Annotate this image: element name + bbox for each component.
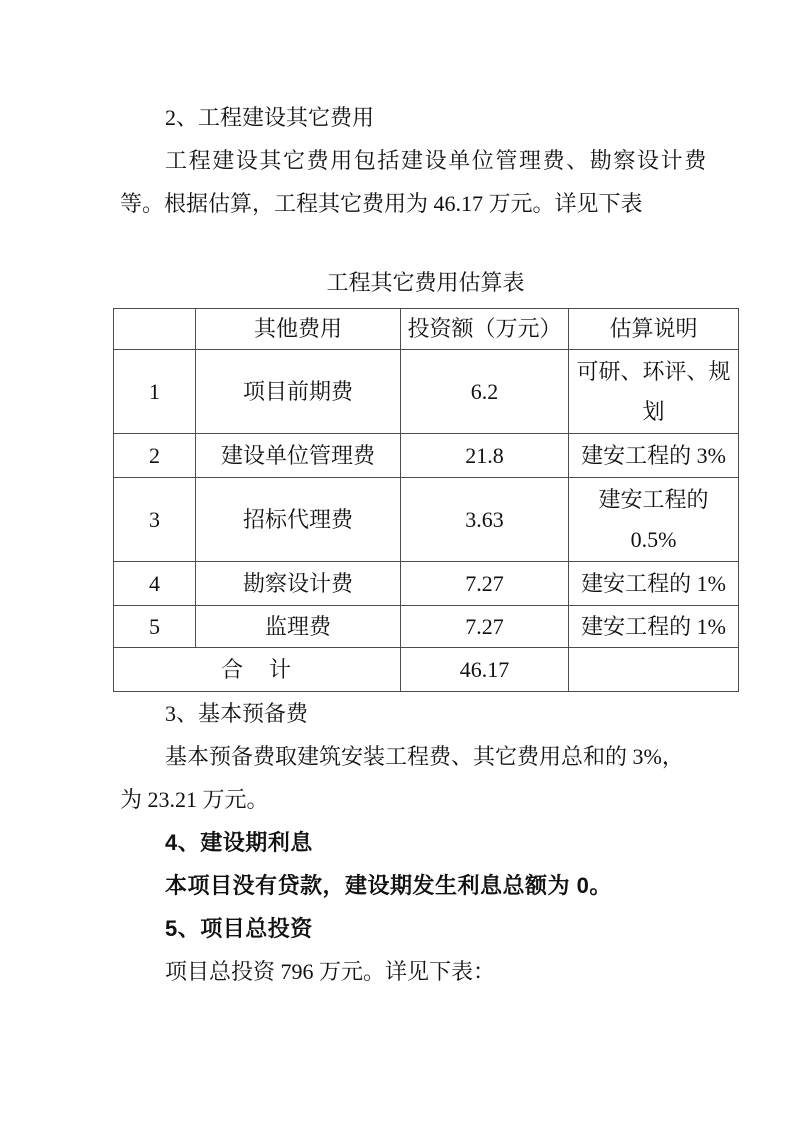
fee-name: 勘察设计费: [196, 562, 401, 606]
fee-amount: 6.2: [401, 350, 569, 434]
table-title: 工程其它费用估算表: [326, 270, 525, 295]
table-row: [114, 478, 739, 562]
fee-name: 监理费: [196, 606, 401, 648]
fee-amount: 3.63: [401, 478, 569, 562]
total-amount: 46.17: [401, 648, 569, 692]
section3-paragraph-line2: 为 23.21 万元。: [120, 787, 269, 812]
fee-amount: 7.27: [401, 606, 569, 648]
table-row: [114, 606, 739, 648]
section3-heading: 3、基本预备费: [165, 701, 309, 726]
fee-note-line2: 0.5%: [630, 526, 677, 552]
fee-amount: 7.27: [401, 562, 569, 606]
header-cell-amount: 投资额（万元）: [401, 309, 569, 350]
fee-note-line1: 建安工程的: [598, 486, 709, 512]
row-number: 5: [114, 606, 196, 648]
section2-paragraph-line1: 工程建设其它费用包括建设单位管理费、勘察设计费: [165, 148, 708, 173]
row-number: 3: [114, 478, 196, 562]
fee-name: 招标代理费: [196, 478, 401, 562]
fee-note: 建安工程的 1%: [569, 606, 739, 648]
table-row: [114, 350, 739, 434]
section5-heading: 5、项目总投资: [165, 916, 313, 941]
fee-note-line2: 划: [642, 398, 665, 424]
table-total-row: [114, 648, 739, 692]
section4-paragraph: 本项目没有贷款，建设期发生利息总额为 0。: [165, 873, 612, 898]
other-cost-estimate-table: [113, 308, 739, 692]
fee-note: [569, 478, 739, 562]
section3-paragraph-line1: 基本预备费取建筑安装工程费、其它费用总和的 3%，: [165, 744, 684, 769]
row-number: 4: [114, 562, 196, 606]
table-header-row: [114, 309, 739, 350]
row-number: 1: [114, 350, 196, 434]
table-row: [114, 434, 739, 478]
section2-heading: 2、工程建设其它费用: [165, 105, 375, 130]
fee-amount: 21.8: [401, 434, 569, 478]
fee-note: 建安工程的 1%: [569, 562, 739, 606]
header-cell-note: 估算说明: [569, 309, 739, 350]
total-note: [569, 648, 739, 692]
header-cell-fee-name: 其他费用: [196, 309, 401, 350]
section5-paragraph: 项目总投资 796 万元。详见下表：: [165, 959, 496, 984]
fee-note: 建安工程的 3%: [569, 434, 739, 478]
fee-name: 建设单位管理费: [196, 434, 401, 478]
row-number: 2: [114, 434, 196, 478]
fee-note-line1: 可研、环评、规: [576, 358, 731, 384]
fee-note: [569, 350, 739, 434]
section4-heading: 4、建设期利息: [165, 830, 313, 855]
fee-name: 项目前期费: [196, 350, 401, 434]
section2-paragraph-line2: 等。根据估算，工程其它费用为 46.17 万元。详见下表: [120, 191, 643, 216]
table-row: [114, 562, 739, 606]
header-cell-index: [114, 309, 196, 350]
total-label: 合 计: [114, 648, 401, 692]
